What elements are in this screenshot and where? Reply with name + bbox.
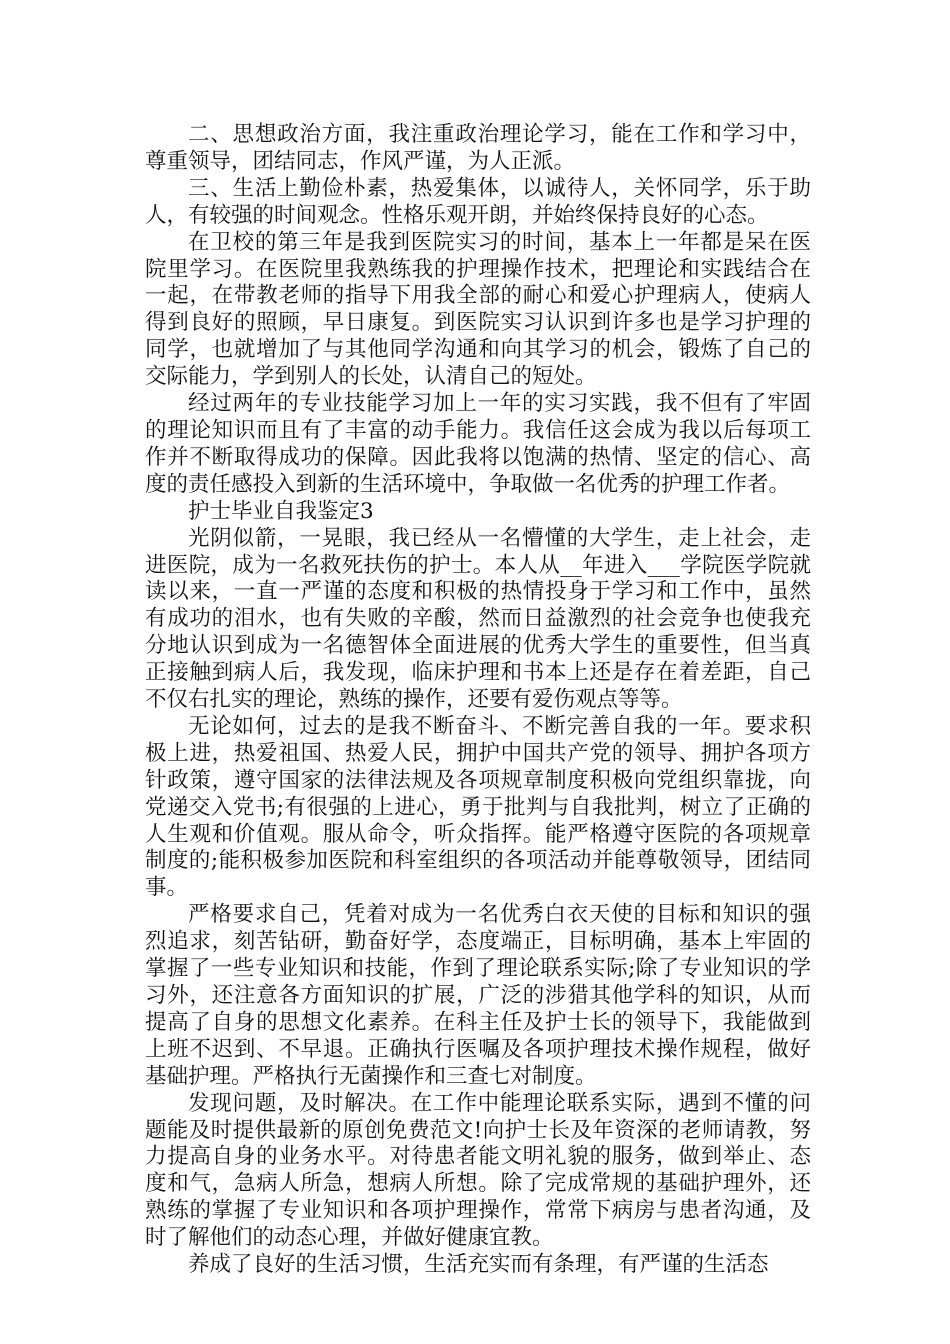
document-body bbox=[145, 122, 811, 1279]
paragraph-intro: 光阴似箭，一晃眼，我已经从一名懵懂的大学生，走上社会，走进医院，成为一名救死扶伤的护士。本人从__年进入___学院医学院就读以来，一直一严谨的态度和积极的热情投身于学习和工作中，虽然有成功的泪水，也有失败的辛酸，然而日益激烈的社会竞争也使我充分地认识到成为一名德智体全面进展的优秀大学生的重要性，但当真正接触到病人后，我发现，临床护理和书本上还是存在着差距，自己不仅右扎实的理论，熟练的操作，还要有爱伤观点等等。 bbox=[145, 525, 811, 713]
paragraph-self-discipline: 严格要求自己，凭着对成为一名优秀白衣天使的目标和知识的强烈追求，刻苦钻研，勤奋好学，态度端正，目标明确，基本上牢固的掌握了一些专业知识和技能，作到了理论联系实际;除了专业知识的学习外，还注意各方面知识的扩展，广泛的涉猎其他学科的知识，从而提高了自身的思想文化素养。在科主任及护士长的领导下，我能做到上班不迟到、不早退。正确执行医嘱及各项护理技术操作规程，做好基础护理。严格执行无菌操作和三查七对制度。 bbox=[145, 902, 811, 1089]
paragraph-lifestyle: 三、生活上勤俭朴素，热爱集体，以诚待人，关怀同学，乐于助人，有较强的时间观念。性格乐观开朗，并始终保持良好的心态。 bbox=[145, 175, 811, 228]
paragraph-political: 二、思想政治方面，我注重政治理论学习，能在工作和学习中，尊重领导，团结同志，作风严谨，为人正派。 bbox=[145, 122, 811, 174]
paragraph-problem-solving: 发现问题，及时解决。在工作中能理论联系实际，遇到不懂的问题能及时提供最新的原创免费范文!向护士长及年资深的老师请教，努力提高自身的业务水平。对待患者能文明礼貌的服务，做到举止、态度和气，急病人所急，想病人所想。除了完成常规的基础护理外，还熟练的掌握了专业知识和各项护理操作，常常下病房与患者沟通，及时了解他们的动态心理，并做好健康宜教。 bbox=[145, 1090, 811, 1251]
section-heading: 护士毕业自我鉴定3 bbox=[188, 498, 374, 524]
paragraph-progress: 无论如何，过去的是我不断奋斗、不断完善自我的一年。要求积极上进，热爱祖国、热爱人民，拥护中国共产党的领导、拥护各项方针政策，遵守国家的法律法规及各项规章制度积极向党组织靠拢，向党递交入党书;有很强的上进心，勇于批判与自我批判，树立了正确的人生观和价值观。服从命令，听众指挥。能严格遵守医院的各项规章制度的;能积极参加医院和科室组织的各项活动并能尊敬领导，团结同事。 bbox=[145, 713, 811, 901]
paragraph-skills-summary: 经过两年的专业技能学习加上一年的实习实践，我不但有了牢固的理论知识而且有了丰富的动手能力。我信任这会成为我以后每项工作并不断取得成功的保障。因此我将以饱满的热情、坚定的信心、高度的责任感投入到新的生活环境中，争取做一名优秀的护理工作者。 bbox=[145, 391, 811, 497]
paragraph-habits: 养成了良好的生活习惯，生活充实而有条理，有严谨的生活态 bbox=[188, 1252, 769, 1278]
paragraph-internship: 在卫校的第三年是我到医院实习的时间，基本上一年都是呆在医院里学习。在医院里我熟练我的护理操作技术，把理论和实践结合在一起，在带教老师的指导下用我全部的耐心和爱心护理病人，使病人得到良好的照顾，早日康复。到医院实习认识到许多也是学习护理的同学，也就增加了与其他同学沟通和向其学习的机会，锻炼了自己的交际能力，学到别人的长处，认清自己的短处。 bbox=[145, 229, 811, 390]
